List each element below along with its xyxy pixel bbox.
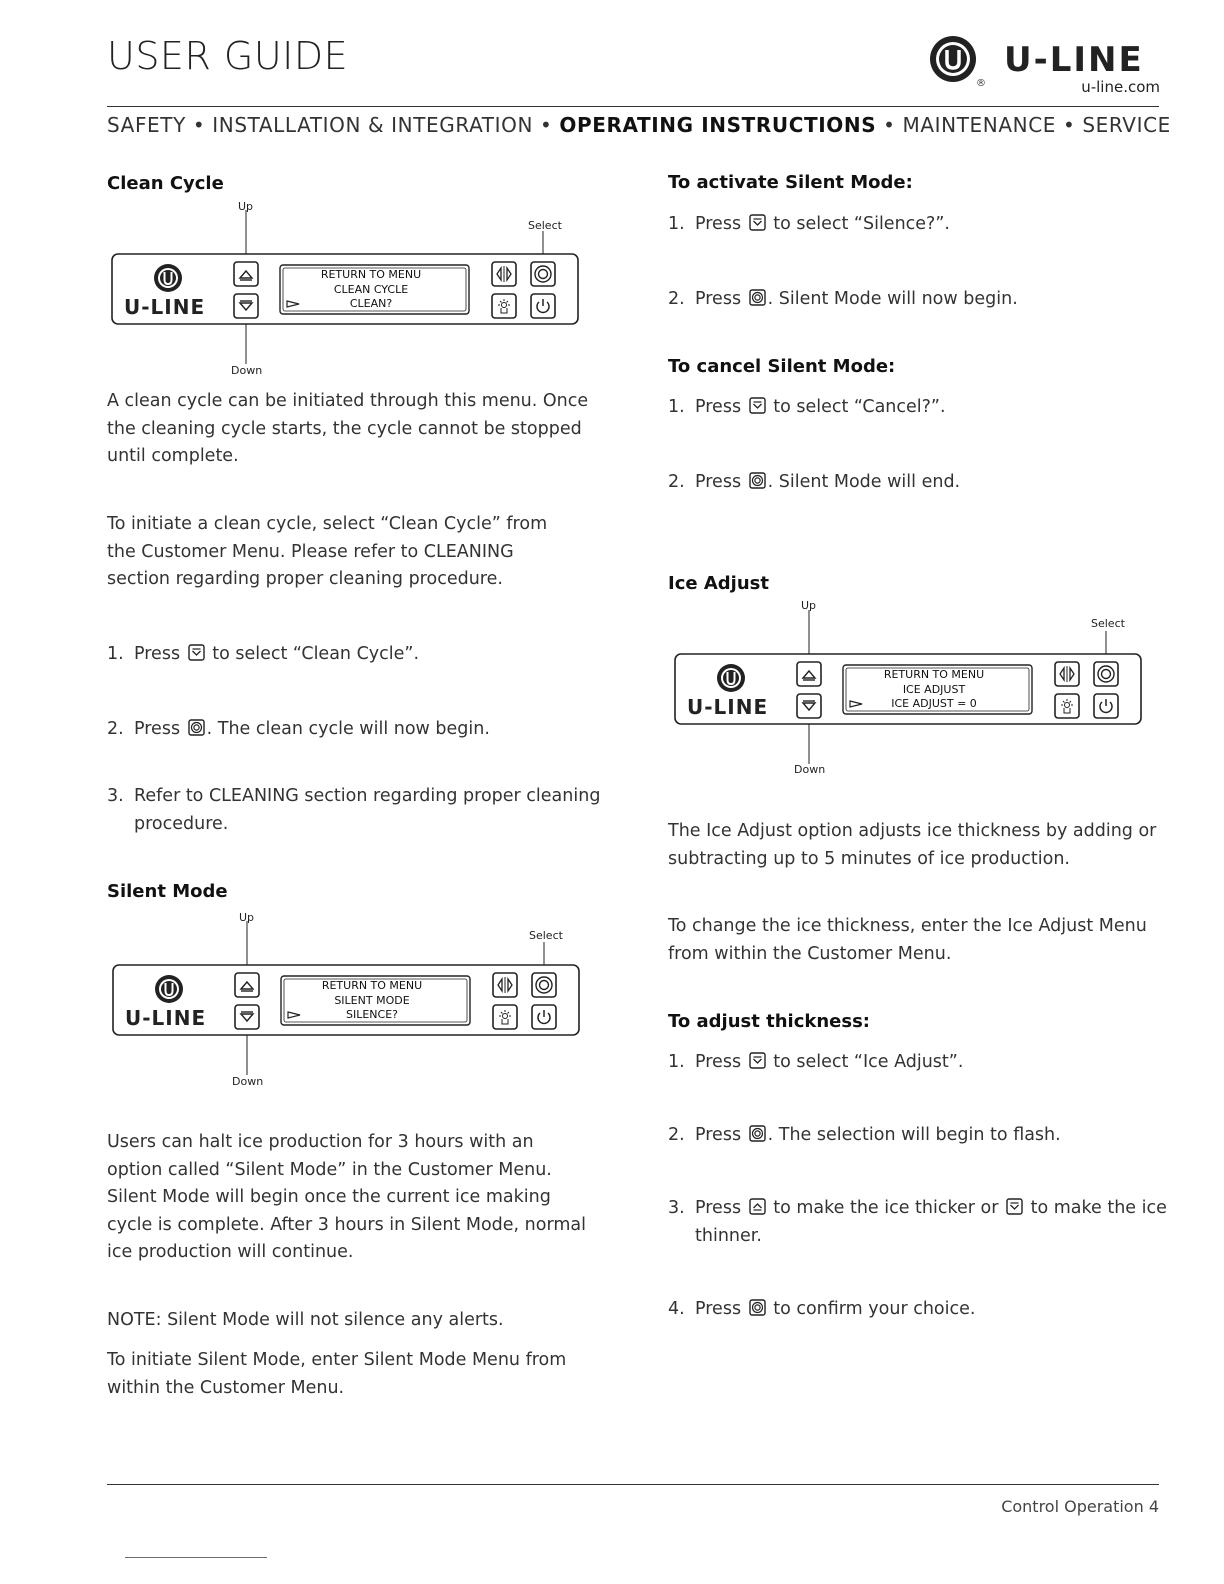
down-button-icon	[749, 214, 766, 231]
clean-step-3: 3. Refer to CLEANING section regarding proper cleaning procedure.	[107, 786, 601, 834]
lcd-screen	[277, 268, 465, 312]
lcd-line: RETURN TO MENU	[320, 268, 422, 281]
select-label: Select	[1091, 617, 1125, 630]
lcd-line: CLEAN?	[349, 297, 393, 310]
select-button-icon	[749, 1299, 766, 1316]
lcd-line: RETURN TO MENU	[321, 979, 423, 992]
adjust-thickness-heading: To adjust thickness:	[668, 1011, 870, 1032]
nav-separator: •	[883, 113, 896, 137]
lcd-line: RETURN TO MENU	[883, 668, 985, 681]
nav-service: SERVICE	[1082, 113, 1171, 137]
registered-mark: ®	[976, 78, 986, 89]
control-panel-ice-adjust	[670, 598, 1150, 778]
clean-step-1: 1. Press to select “Clean Cycle”.	[107, 644, 420, 664]
nav-operating: OPERATING INSTRUCTIONS	[559, 113, 877, 137]
brand-url[interactable]: u-line.com	[1081, 78, 1160, 96]
ice-adjust-heading: Ice Adjust	[668, 573, 769, 594]
lcd-line: SILENT MODE	[334, 993, 410, 1007]
lcd-line: CLEAN CYCLE	[333, 282, 409, 296]
u-line-logo-icon	[928, 34, 978, 84]
ice-adjust-paragraph-2: To change the ice thickness, enter the Ice Adjust Menu from within the Customer Menu.	[668, 916, 1147, 964]
panel-logo-text: U-LINE	[124, 295, 206, 319]
clean-cycle-heading: Clean Cycle	[107, 173, 224, 194]
nav-installation: INSTALLATION & INTEGRATION	[212, 113, 534, 137]
control-panel-clean-cycle	[107, 198, 587, 378]
select-button-icon	[749, 472, 766, 489]
down-button-icon	[1006, 1198, 1023, 1215]
nav-separator: •	[192, 113, 206, 137]
up-label: Up	[801, 599, 817, 612]
activate-step-2: 2. Press . Silent Mode will now begin.	[668, 289, 1018, 309]
lcd-line: SILENCE?	[345, 1008, 398, 1021]
nav-separator: •	[1062, 113, 1076, 137]
brand-wordmark: U-LINE	[1004, 40, 1144, 80]
lcd-line: ICE ADJUST	[902, 682, 966, 696]
select-button-icon	[188, 719, 205, 736]
adjust-step-1: 1. Press to select “Ice Adjust”.	[668, 1052, 964, 1072]
silent-mode-paragraph-1: Users can halt ice production for 3 hours with an option called “Silent Mode” in the Customer Menu. Silent Mode will begin once the current ice making cycle is complete. After 3 hours in Silent Mode, normal ice production will continue.	[107, 1132, 587, 1262]
page-footer: Control Operation 4	[1001, 1497, 1159, 1516]
cancel-step-1: 1. Press to select “Cancel?”.	[668, 397, 946, 417]
cancel-step-2: 2. Press . Silent Mode will end.	[668, 472, 961, 492]
down-label: Down	[231, 364, 263, 377]
clean-cycle-paragraph-2: To initiate a clean cycle, select “Clean Cycle” from the Customer Menu. Please refer to CLEANING section regarding proper cleaning procedure.	[107, 514, 548, 589]
clean-cycle-paragraph-1: A clean cycle can be initiated through this menu. Once the cleaning cycle starts, the cycle cannot be stopped until complete.	[107, 391, 589, 466]
nav-maintenance: MAINTENANCE	[902, 113, 1057, 137]
up-label: Up	[239, 911, 255, 924]
adjust-step-2: 2. Press . The selection will begin to flash.	[668, 1125, 1061, 1145]
panel-logo-text: U-LINE	[125, 1006, 207, 1030]
select-label: Select	[529, 929, 563, 942]
brand-logo	[928, 34, 1160, 94]
lcd-line: ICE ADJUST = 0	[891, 697, 977, 710]
up-button-icon	[749, 1198, 766, 1215]
silent-mode-heading: Silent Mode	[107, 881, 228, 902]
select-label: Select	[528, 219, 562, 232]
silent-mode-paragraph-2: To initiate Silent Mode, enter Silent Mode Menu from within the Customer Menu.	[107, 1350, 567, 1398]
down-button-icon	[749, 397, 766, 414]
control-panel-silent-mode	[108, 909, 588, 1089]
down-button-icon	[749, 1052, 766, 1069]
page-title: USER GUIDE	[107, 34, 349, 78]
lcd-screen	[840, 668, 1028, 712]
select-button-icon	[749, 1125, 766, 1142]
footer-divider	[107, 1484, 1159, 1485]
panel-logo-text: U-LINE	[687, 695, 769, 719]
select-button-icon	[749, 289, 766, 306]
section-nav	[107, 113, 1171, 137]
clean-step-2: 2. Press . The clean cycle will now begin.	[107, 719, 490, 739]
header-divider	[107, 106, 1159, 107]
up-label: Up	[238, 200, 254, 213]
adjust-step-4: 4. Press to confirm your choice.	[668, 1299, 976, 1319]
activate-step-1: 1. Press to select “Silence?”.	[668, 214, 950, 234]
adjust-step-3: 3. Press to make the ice thicker or to make the ice thinner.	[668, 1198, 1167, 1246]
down-label: Down	[794, 763, 826, 776]
down-button-icon	[188, 644, 205, 661]
silent-mode-note: NOTE: Silent Mode will not silence any alerts.	[107, 1310, 504, 1330]
ice-adjust-paragraph-1: The Ice Adjust option adjusts ice thickness by adding or subtracting up to 5 minutes of ice production.	[668, 821, 1157, 869]
nav-separator: •	[540, 113, 553, 137]
down-label: Down	[232, 1075, 264, 1088]
activate-silent-heading: To activate Silent Mode:	[668, 172, 913, 193]
nav-safety: SAFETY	[107, 113, 186, 137]
lcd-screen	[278, 979, 466, 1023]
link-underline	[125, 1557, 267, 1558]
cancel-silent-heading: To cancel Silent Mode:	[668, 356, 896, 377]
